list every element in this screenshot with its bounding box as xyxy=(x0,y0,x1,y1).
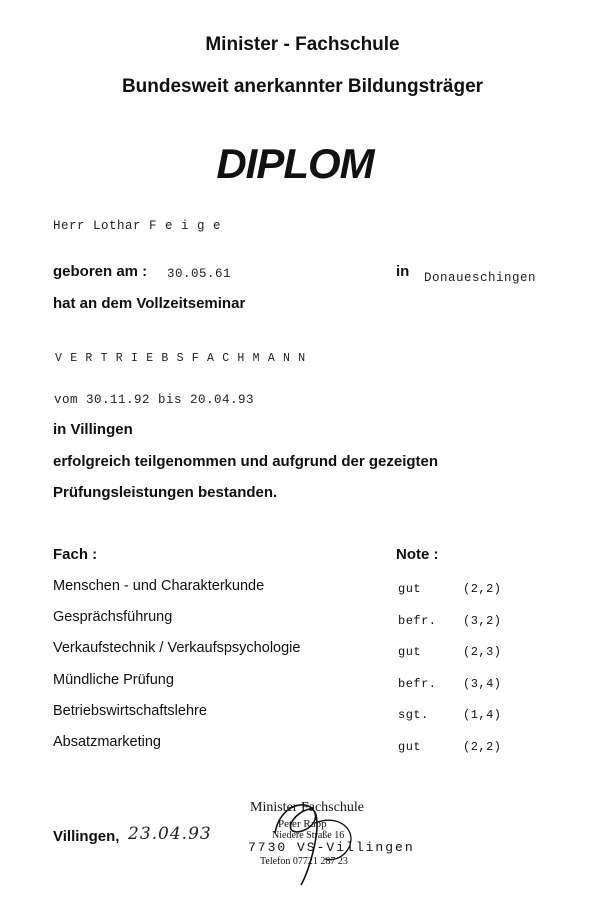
birth-date-value: 30.05.61 xyxy=(167,267,232,281)
stamp-line-5: Telefon 07721 287 23 xyxy=(260,856,348,867)
birth-place-label: in xyxy=(396,263,410,280)
header-subtitle: Bundesweit anerkannter Bildungsträger xyxy=(121,76,484,97)
stamp-line-1: Minister Fachschule xyxy=(250,800,364,815)
grade-value: (3,2) xyxy=(463,614,502,628)
stamp-line-3: Niedere Straße 16 xyxy=(272,830,345,841)
seminar-period: vom 30.11.92 bis 20.04.93 xyxy=(54,393,255,407)
signature xyxy=(255,793,365,888)
grade-value: (2,2) xyxy=(463,740,502,754)
subject-name: Absatzmarketing xyxy=(53,734,161,750)
grade-value: (3,4) xyxy=(463,677,502,691)
birth-date-label: geboren am : xyxy=(53,263,148,280)
seminar-name: VERTRIEBSFACHMANN xyxy=(55,352,314,365)
result-line-2: Prüfungsleistungen bestanden. xyxy=(53,484,278,501)
grade-value: (2,3) xyxy=(463,645,502,659)
grade-text: gut xyxy=(398,582,422,596)
result-line-1: erfolgreich teilgenommen und aufgrund der gezeigten xyxy=(53,453,439,470)
subject-name: Betriebswirtschaftslehre xyxy=(53,703,207,719)
recipient-name: Herr Lothar F e i g e xyxy=(53,219,222,233)
grade-text: gut xyxy=(398,645,422,659)
footer-place: Villingen, xyxy=(53,828,120,845)
subject-name: Verkaufstechnik / Verkaufspsychologie xyxy=(53,640,301,656)
subject-column-header: Fach : xyxy=(53,546,98,563)
grade-column-header: Note : xyxy=(396,546,439,563)
subject-name: Gesprächsführung xyxy=(53,609,173,625)
birth-place-value: Donaueschingen xyxy=(424,271,537,285)
grade-text: befr. xyxy=(398,677,437,691)
grade-text: gut xyxy=(398,740,422,754)
stamp-line-4: 7730 VS-Villingen xyxy=(248,840,415,855)
document-title: DIPLOM xyxy=(216,140,374,187)
subject-name: Menschen - und Charakterkunde xyxy=(53,578,265,594)
header-school-name: Minister - Fachschule xyxy=(205,34,400,55)
seminar-location: in Villingen xyxy=(53,421,133,438)
grade-text: sgt. xyxy=(398,708,429,722)
grade-value: (1,4) xyxy=(463,708,502,722)
footer-date-handwritten: 23.04.93 xyxy=(128,824,212,844)
grade-text: befr. xyxy=(398,614,437,628)
subject-name: Mündliche Prüfung xyxy=(53,672,174,688)
grade-value: (2,2) xyxy=(463,582,502,596)
stamp-line-2: Peter Rapp xyxy=(278,818,327,830)
seminar-intro: hat an dem Vollzeitseminar xyxy=(53,295,246,312)
